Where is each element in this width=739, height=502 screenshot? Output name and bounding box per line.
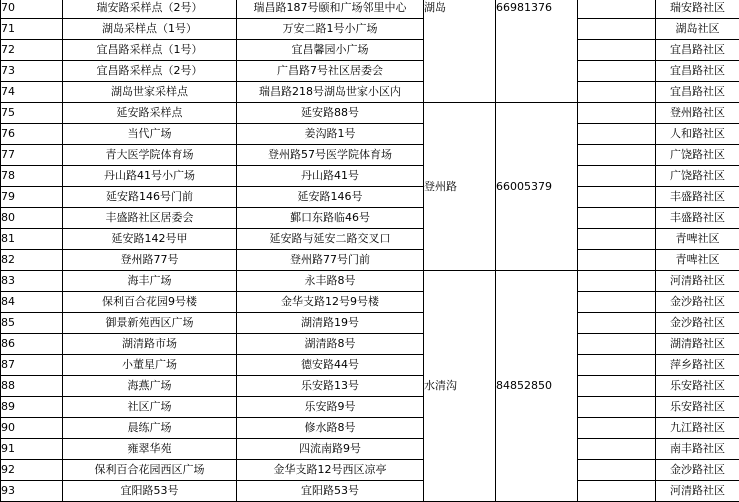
site-address-cell: 四流南路9号 (237, 439, 424, 460)
community-cell: 宜昌路社区 (656, 61, 739, 82)
site-address-cell: 乐安路13号 (237, 376, 424, 397)
row-number-cell: 71 (1, 19, 63, 40)
table-row (1, 103, 739, 124)
row-number-cell: 79 (1, 187, 63, 208)
community-cell: 瑞安路社区 (656, 0, 739, 19)
blank-cell (578, 145, 656, 166)
site-name-cell: 晨练广场 (63, 418, 237, 439)
site-name-cell: 湖岛采样点（1号） (63, 19, 237, 40)
row-number-cell: 72 (1, 40, 63, 61)
site-name-cell: 延安路142号甲 (63, 229, 237, 250)
community-cell: 人和路社区 (656, 124, 739, 145)
row-number-cell: 75 (1, 103, 63, 124)
blank-cell (578, 271, 656, 292)
blank-cell (578, 334, 656, 355)
site-address-cell: 永丰路8号 (237, 271, 424, 292)
blank-cell (578, 376, 656, 397)
blank-cell (578, 460, 656, 481)
community-cell: 河清路社区 (656, 271, 739, 292)
table-row (1, 397, 739, 418)
row-number-cell: 77 (1, 145, 63, 166)
blank-cell (578, 355, 656, 376)
community-cell: 宜昌路社区 (656, 82, 739, 103)
site-name-cell: 湖岛世家采样点 (63, 82, 237, 103)
table-row (1, 40, 739, 61)
blank-cell (578, 439, 656, 460)
site-name-cell: 宜昌路采样点（2号） (63, 61, 237, 82)
site-address-cell: 姜沟路1号 (237, 124, 424, 145)
blank-cell (578, 124, 656, 145)
phone-cell: 84852850 (496, 271, 578, 502)
table-row (1, 355, 739, 376)
community-cell: 广饶路社区 (656, 145, 739, 166)
site-name-cell: 小董星广场 (63, 355, 237, 376)
community-cell: 南丰路社区 (656, 439, 739, 460)
table-row (1, 376, 739, 397)
site-name-cell: 宜阳路53号 (63, 481, 237, 502)
site-address-cell: 金华支路12号9号楼 (237, 292, 424, 313)
site-address-cell: 鄞口东路临46号 (237, 208, 424, 229)
row-number-cell: 86 (1, 334, 63, 355)
street-cell: 登州路 (424, 103, 496, 271)
blank-cell (578, 82, 656, 103)
community-cell: 丰盛路社区 (656, 208, 739, 229)
row-number-cell: 85 (1, 313, 63, 334)
community-cell: 登州路社区 (656, 103, 739, 124)
community-cell: 宜昌路社区 (656, 40, 739, 61)
community-cell: 丰盛路社区 (656, 187, 739, 208)
table-row (1, 334, 739, 355)
table-row (1, 0, 739, 19)
site-name-cell: 社区广场 (63, 397, 237, 418)
community-cell: 萍乡路社区 (656, 355, 739, 376)
site-address-cell: 延安路146号 (237, 187, 424, 208)
site-address-cell: 湖清路8号 (237, 334, 424, 355)
table-row (1, 229, 739, 250)
community-cell: 九江路社区 (656, 418, 739, 439)
site-name-cell: 保利百合花园9号楼 (63, 292, 237, 313)
site-address-cell: 延安路88号 (237, 103, 424, 124)
site-address-cell: 宜阳路53号 (237, 481, 424, 502)
blank-cell (578, 397, 656, 418)
site-address-cell: 登州路57号医学院体育场 (237, 145, 424, 166)
community-cell: 乐安路社区 (656, 397, 739, 418)
row-number-cell: 93 (1, 481, 63, 502)
community-cell: 河清路社区 (656, 481, 739, 502)
community-cell: 金沙路社区 (656, 292, 739, 313)
site-name-cell: 丹山路41号小广场 (63, 166, 237, 187)
row-number-cell: 74 (1, 82, 63, 103)
table-row (1, 124, 739, 145)
blank-cell (578, 40, 656, 61)
row-number-cell: 80 (1, 208, 63, 229)
table-row (1, 82, 739, 103)
row-number-cell: 88 (1, 376, 63, 397)
site-address-cell: 延安路与延安二路交叉口 (237, 229, 424, 250)
blank-cell (578, 61, 656, 82)
site-name-cell: 青大医学院体育场 (63, 145, 237, 166)
community-cell: 青啤社区 (656, 250, 739, 271)
row-number-cell: 89 (1, 397, 63, 418)
site-name-cell: 宜昌路采样点（1号） (63, 40, 237, 61)
site-address-cell: 丹山路41号 (237, 166, 424, 187)
row-number-cell: 84 (1, 292, 63, 313)
community-cell: 金沙路社区 (656, 313, 739, 334)
table-row (1, 271, 739, 292)
community-cell: 湖清路社区 (656, 334, 739, 355)
blank-cell (578, 229, 656, 250)
table-row (1, 439, 739, 460)
row-number-cell: 70 (1, 0, 63, 19)
community-cell: 金沙路社区 (656, 460, 739, 481)
site-name-cell: 海丰广场 (63, 271, 237, 292)
site-address-cell: 湖清路19号 (237, 313, 424, 334)
table-row (1, 19, 739, 40)
row-number-cell: 83 (1, 271, 63, 292)
blank-cell (578, 187, 656, 208)
street-cell: 水清沟 (424, 271, 496, 502)
site-name-cell: 湖清路市场 (63, 334, 237, 355)
table-row (1, 187, 739, 208)
blank-cell (578, 313, 656, 334)
table-row (1, 313, 739, 334)
row-number-cell: 92 (1, 460, 63, 481)
blank-cell (578, 208, 656, 229)
table-row (1, 145, 739, 166)
blank-cell (578, 292, 656, 313)
table-row (1, 208, 739, 229)
site-address-cell: 广昌路7号社区居委会 (237, 61, 424, 82)
blank-cell (578, 481, 656, 502)
row-number-cell: 78 (1, 166, 63, 187)
blank-cell (578, 250, 656, 271)
community-cell: 乐安路社区 (656, 376, 739, 397)
blank-cell (578, 103, 656, 124)
site-address-cell: 登州路77号门前 (237, 250, 424, 271)
table-row (1, 418, 739, 439)
table-row (1, 166, 739, 187)
site-name-cell: 延安路146号门前 (63, 187, 237, 208)
site-address-cell: 瑞昌路187号颐和广场邻里中心 (237, 0, 424, 19)
site-address-cell: 乐安路9号 (237, 397, 424, 418)
table-row (1, 460, 739, 481)
community-cell: 湖岛社区 (656, 19, 739, 40)
site-address-cell: 宜昌馨园小广场 (237, 40, 424, 61)
community-cell: 青啤社区 (656, 229, 739, 250)
row-number-cell: 90 (1, 418, 63, 439)
site-name-cell: 丰盛路社区居委会 (63, 208, 237, 229)
site-name-cell: 雍翠华苑 (63, 439, 237, 460)
site-address-cell: 瑞昌路218号湖岛世家小区内 (237, 82, 424, 103)
table-row (1, 481, 739, 502)
site-address-cell: 修水路8号 (237, 418, 424, 439)
site-name-cell: 延安路采样点 (63, 103, 237, 124)
site-name-cell: 瑞安路采样点（2号） (63, 0, 237, 19)
site-name-cell: 御景新苑西区广场 (63, 313, 237, 334)
row-number-cell: 81 (1, 229, 63, 250)
row-number-cell: 91 (1, 439, 63, 460)
table-row (1, 250, 739, 271)
blank-cell (578, 0, 656, 19)
site-name-cell: 登州路77号 (63, 250, 237, 271)
table-row (1, 61, 739, 82)
blank-cell (578, 418, 656, 439)
row-number-cell: 76 (1, 124, 63, 145)
phone-cell: 66005379 (496, 103, 578, 271)
row-number-cell: 82 (1, 250, 63, 271)
row-number-cell: 87 (1, 355, 63, 376)
street-cell: 湖岛 (424, 0, 496, 103)
phone-cell: 66981376 (496, 0, 578, 103)
blank-cell (578, 166, 656, 187)
site-address-cell: 金华支路12号西区凉亭 (237, 460, 424, 481)
row-number-cell: 73 (1, 61, 63, 82)
site-name-cell: 保利百合花园西区广场 (63, 460, 237, 481)
blank-cell (578, 19, 656, 40)
site-name-cell: 海燕广场 (63, 376, 237, 397)
site-address-cell: 德安路44号 (237, 355, 424, 376)
community-cell: 广饶路社区 (656, 166, 739, 187)
site-name-cell: 当代广场 (63, 124, 237, 145)
table-row (1, 292, 739, 313)
site-address-cell: 万安二路1号小广场 (237, 19, 424, 40)
